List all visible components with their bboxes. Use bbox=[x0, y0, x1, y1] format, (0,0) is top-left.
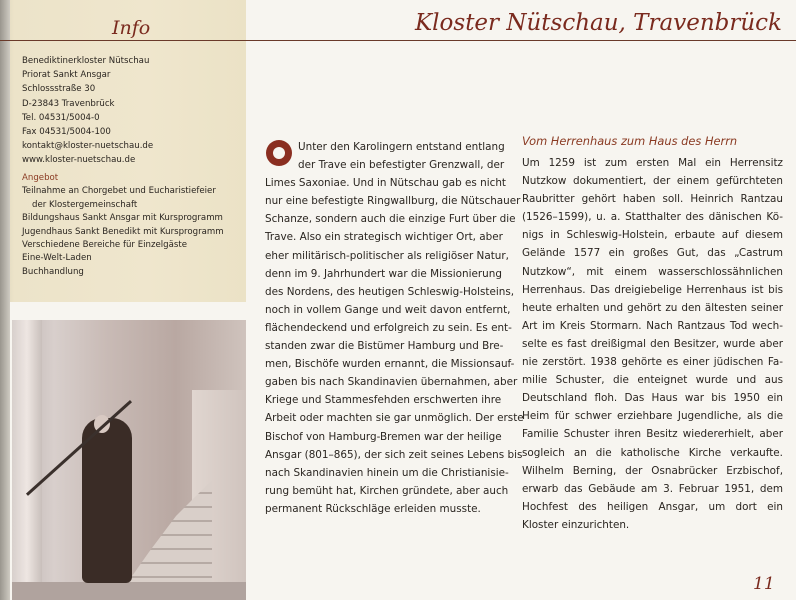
text-line: men, Bischöfe wurden ernannt, die Missionsauf- bbox=[265, 358, 515, 371]
text-line: nur eine befestigte Ringwallburg, die Nütschauer bbox=[265, 195, 521, 208]
text-line: Kriege und Stammesfehden erschwerten ihre bbox=[265, 394, 502, 407]
address-block bbox=[22, 54, 153, 168]
text-line: des Nordens, des heutigen Schleswig-Holsteins, bbox=[265, 285, 515, 298]
offer-item: Eine-Welt-Laden bbox=[22, 253, 92, 264]
address-line: Priorat Sankt Ansgar bbox=[22, 70, 111, 81]
fax: Fax 04531/5004-100 bbox=[22, 127, 111, 138]
floor bbox=[12, 582, 246, 600]
pillar bbox=[12, 320, 42, 600]
text-line: Deutschland floh. Das Haus war bis 1950 ein bbox=[522, 392, 783, 405]
text-line: noch in vollem Gange und weit davon entfernt, bbox=[265, 303, 511, 316]
offer-item: Jugendhaus Sankt Benedikt mit Kursprogramm bbox=[22, 226, 224, 237]
text-line: Hochfest des heiligen Ansgar, um dort ein bbox=[522, 500, 783, 513]
monk-figure bbox=[82, 418, 132, 583]
middle-column-text bbox=[265, 138, 524, 518]
text-line: Limes Saxoniae. Und in Nütschau gab es nicht bbox=[265, 177, 506, 190]
text-line: Nutzkow dokumentiert, der einem gefürchteten bbox=[522, 175, 783, 188]
text-line: milie Schuster, die enteignet wurde und aus bbox=[522, 374, 783, 387]
offer-item: Buchhandlung bbox=[22, 266, 84, 277]
email: kontakt@kloster-nuetschau.de bbox=[22, 141, 154, 152]
right-column-text bbox=[522, 154, 783, 534]
page-title: Kloster Nütschau, Travenbrück bbox=[415, 10, 782, 36]
text-line: Ansgar (801–865), der sich zeit seines Lebens bis bbox=[265, 448, 523, 461]
text-line: Bischof von Hamburg-Bremen war der heilige bbox=[265, 430, 502, 443]
text-line: Heim für schwer erziehbare Jugendliche, als die bbox=[522, 410, 783, 423]
website: www.kloster-nuetschau.de bbox=[22, 155, 136, 166]
text-line: (1526–1599), u. a. Statthalter des dänischen Kö- bbox=[522, 211, 783, 224]
text-line: gaben bis nach Skandinavien übernahmen, aber bbox=[265, 376, 518, 389]
text-line: denn im 9. Jahrhundert war die Missionierung bbox=[265, 267, 502, 280]
text-line: Trave. Also ein strategisch wichtiger Ort, aber bbox=[265, 231, 503, 244]
text-line: nach Skandinavien hinein um die Christianisie- bbox=[265, 466, 509, 479]
text-line: nigs in Schleswig-Holstein, erbaute auf diesem bbox=[522, 229, 783, 242]
text-line: Unter den Karolingern entstand entlang bbox=[298, 141, 505, 153]
address-line: Schlossstraße 30 bbox=[22, 84, 96, 95]
text-line: Raubritter gehört haben soll. Heinrich Rantzau bbox=[522, 193, 783, 206]
monk-on-stairs-photo bbox=[12, 320, 246, 600]
text-line: Familie Schuster ihren Besitz wiedererhielt, aber bbox=[522, 428, 783, 441]
text-line: Um 1259 ist zum ersten Mal ein Herrensitz bbox=[522, 157, 783, 169]
text-line: Gelände 1577 ein großes Gut, das „Castrum bbox=[522, 247, 783, 260]
address-line: Benediktinerkloster Nütschau bbox=[22, 56, 150, 66]
offer-item: der Klostergemeinschaft bbox=[32, 199, 138, 210]
page-number: 11 bbox=[753, 574, 775, 594]
offer-heading: Angebot bbox=[22, 173, 59, 183]
text-line: nie zerstört. 1938 gehörte es einer jüdischen Fa- bbox=[522, 356, 783, 369]
text-line: Art im Kreis Stormarn. Nach Rantzaus Tod wech- bbox=[522, 319, 783, 332]
section-heading: Vom Herrenhaus zum Haus des Herrn bbox=[522, 134, 738, 148]
phone: Tel. 04531/5004-0 bbox=[22, 112, 100, 123]
text-line: Nutzkow“, mit einem wasserschlossähnlichen bbox=[522, 265, 783, 278]
text-line: erwarb das Gebäude am 3. Februar 1951, dem bbox=[522, 482, 783, 495]
info-title: Info bbox=[112, 17, 151, 39]
text-line: sogleich an die katholische Kirche verkaufte. bbox=[522, 446, 783, 459]
text-line: standen zwar die Bistümer Hamburg und Bre- bbox=[265, 340, 504, 353]
text-line: Arbeit oder machten sie gar unmöglich. Der erste bbox=[265, 412, 524, 425]
text-line: heute erhalten und gehört zu den ältesten seiner bbox=[522, 301, 783, 314]
book-spine bbox=[0, 0, 10, 600]
text-line: flächendeckend und erfolgreich zu sein. Es ent- bbox=[265, 321, 512, 334]
offer-block bbox=[22, 172, 224, 279]
text-line: Wilhelm Berning, der Osnabrücker Erzbischof, bbox=[522, 464, 783, 477]
text-line: permanent Rückschläge erleiden musste. bbox=[265, 502, 481, 515]
header-rule bbox=[0, 40, 796, 41]
offer-item: Teilnahme an Chorgebet und Eucharistiefeier bbox=[22, 186, 216, 197]
text-line: rung bemüht hat, Kirchen gründete, aber auch bbox=[265, 484, 509, 497]
text-line: Schanze, sondern auch die einzige Furt über die bbox=[265, 213, 516, 226]
text-line: der Trave ein befestigter Grenzwall, der bbox=[298, 159, 505, 172]
text-line: eher militärisch-politischer als religiöser Natur, bbox=[265, 249, 509, 262]
text-line: selte es fast dreißigmal den Besitzer, wurde aber bbox=[522, 337, 783, 350]
text-line: Kloster einzurichten. bbox=[522, 518, 630, 531]
text-line: Herrenhaus. Das dreigiebelige Herrenhaus ist bis bbox=[522, 283, 783, 296]
offer-item: Bildungshaus Sankt Ansgar mit Kursprogramm bbox=[22, 213, 223, 224]
address-line: D-23843 Travenbrück bbox=[22, 98, 115, 109]
offer-item: Verschiedene Bereiche für Einzelgäste bbox=[22, 240, 187, 251]
